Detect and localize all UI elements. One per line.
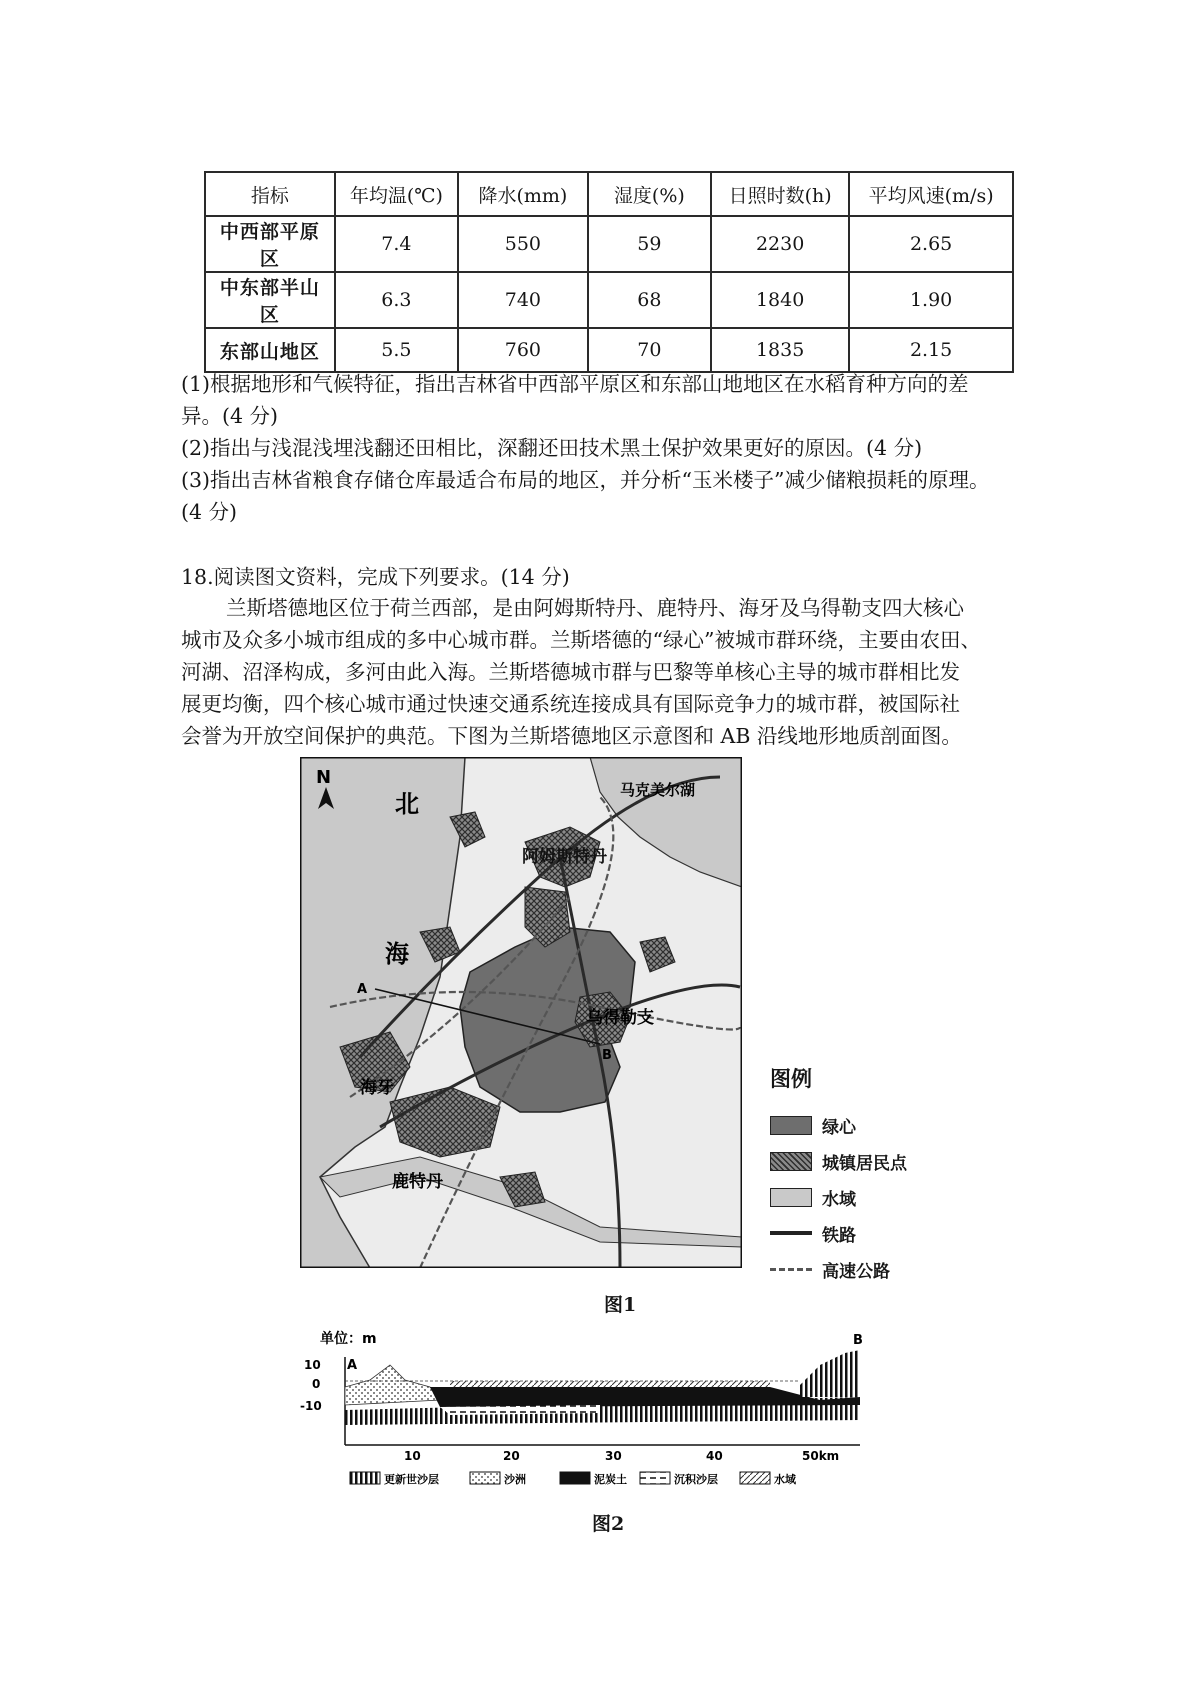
water-swatch-icon	[770, 1188, 812, 1207]
sea-label-sea: 海	[385, 940, 409, 968]
table-cell: 2.15	[849, 328, 1013, 372]
table-header-cell: 日照时数(h)	[711, 172, 849, 216]
question-18-paragraph-line: 河湖、沼泽构成，多河由此入海。兰斯塔德城市群与巴黎等单核心主导的城市群相比发	[181, 660, 960, 684]
figure-2-caption: 图2	[592, 1513, 625, 1535]
table-cell: 59	[588, 216, 711, 272]
water-layer	[450, 1381, 770, 1387]
question-18-paragraph-line: 兰斯塔德地区位于荷兰西部，是由阿姆斯特丹、鹿特丹、海牙及乌得勒支四大核心	[226, 596, 964, 620]
table-cell: 68	[588, 272, 711, 328]
legend-label: 水域	[822, 1189, 856, 1210]
table-cell: 2230	[711, 216, 849, 272]
map-legend	[770, 1063, 950, 1287]
table-row	[205, 328, 1013, 372]
table-header-cell: 降水(mm)	[458, 172, 588, 216]
table-header-cell: 湿度(%)	[588, 172, 711, 216]
table-row	[205, 272, 1013, 328]
question-17-1-line1: (1)根据地形和气候特征，指出吉林省中西部平原区和东部山地地区在水稻育种方向的差	[181, 372, 969, 396]
legend-title: 图例	[770, 1067, 812, 1091]
question-18-heading: 18.阅读图文资料，完成下列要求。(14 分)	[181, 565, 570, 589]
profile-legend-label: 沙洲	[504, 1473, 526, 1486]
railway-line-icon	[770, 1231, 812, 1235]
profile-y-tick: 0	[312, 1377, 321, 1391]
sea-label-north: 北	[395, 790, 419, 818]
legend-label: 高速公路	[822, 1261, 890, 1282]
table-cell: 6.3	[335, 272, 458, 328]
peat-layer	[430, 1387, 860, 1407]
city-label-amsterdam: 阿姆斯特丹	[522, 847, 607, 867]
profile-y-tick: -10	[300, 1399, 322, 1413]
map-point-b: B	[602, 1048, 612, 1063]
table-cell: 740	[458, 272, 588, 328]
ab-geological-profile	[300, 1325, 890, 1495]
lake-label: 马克美尔湖	[620, 781, 696, 799]
table-cell: 中西部平原区	[205, 216, 335, 272]
question-18-paragraph-line: 展更均衡，四个核心城市通过快速交通系统连接成具有国际竞争力的城市群，被国际社	[181, 692, 960, 716]
profile-x-tick: 20	[503, 1449, 520, 1463]
legend-item-green-heart	[770, 1107, 950, 1143]
profile-x-tick: 40	[706, 1449, 723, 1463]
peat-swatch-icon	[560, 1472, 590, 1484]
legend-item-settlement	[770, 1143, 950, 1179]
city-label-rotterdam: 鹿特丹	[392, 1172, 443, 1192]
profile-x-tick: 50km	[802, 1449, 840, 1463]
table-cell: 550	[458, 216, 588, 272]
legend-label: 铁路	[822, 1225, 856, 1246]
north-label: N	[316, 767, 332, 788]
table-cell: 1840	[711, 272, 849, 328]
randstad-map	[300, 757, 742, 1268]
table-header-cell: 平均风速(m/s)	[849, 172, 1013, 216]
profile-point-a: A	[347, 1358, 358, 1373]
table-cell: 70	[588, 328, 711, 372]
profile-legend-label: 沉积沙层	[674, 1473, 718, 1486]
table-cell: 东部山地区	[205, 328, 335, 372]
settlement-swatch-icon	[770, 1152, 812, 1171]
table-header-cell: 指标	[205, 172, 335, 216]
map-point-a: A	[357, 982, 368, 997]
sediment-swatch-icon	[640, 1472, 670, 1484]
legend-label: 绿心	[822, 1117, 856, 1138]
question-17-3-line1: (3)指出吉林省粮食存储仓库最适合布局的地区，并分析“玉米楼子”减少储粮损耗的原理。	[181, 468, 990, 492]
question-17-3-line2: (4 分)	[181, 500, 238, 524]
legend-item-water	[770, 1179, 950, 1215]
profile-unit-label: 单位：m	[320, 1331, 377, 1347]
question-18-paragraph-line: 会誉为开放空间保护的典范。下图为兰斯塔德地区示意图和 AB 沿线地形地质剖面图。	[181, 724, 962, 748]
profile-point-b: B	[853, 1333, 863, 1348]
legend-item-highway	[770, 1251, 950, 1287]
table-cell: 5.5	[335, 328, 458, 372]
table-cell: 2.65	[849, 216, 1013, 272]
sand-bar-swatch-icon	[470, 1472, 500, 1484]
legend-item-railway	[770, 1215, 950, 1251]
climate-table	[204, 171, 1014, 373]
table-header-row	[205, 172, 1013, 216]
city-label-hague: 海牙	[360, 1078, 394, 1098]
profile-y-tick: 10	[304, 1358, 321, 1372]
green-heart-swatch-icon	[770, 1116, 812, 1135]
question-17-2: (2)指出与浅混浅埋浅翻还田相比，深翻还田技术黑土保护效果更好的原因。(4 分)	[181, 436, 923, 460]
table-cell: 1835	[711, 328, 849, 372]
sand-bar	[345, 1365, 440, 1405]
table-cell: 中东部半山区	[205, 272, 335, 328]
profile-legend-label: 更新世沙层	[384, 1473, 439, 1486]
water-swatch-icon	[740, 1472, 770, 1484]
question-18-paragraph-line: 城市及众多小城市组成的多中心城市群。兰斯塔德的“绿心”被城市群环绕，主要由农田、	[181, 628, 981, 652]
profile-legend-label: 泥炭土	[594, 1473, 627, 1486]
table-row	[205, 216, 1013, 272]
figure-1-caption: 图1	[604, 1294, 637, 1316]
pleistocene-swatch-icon	[350, 1472, 380, 1484]
city-label-utrecht: 乌得勒支	[586, 1008, 654, 1028]
table-cell: 1.90	[849, 272, 1013, 328]
profile-x-tick: 10	[404, 1449, 421, 1463]
highway-line-icon	[770, 1268, 812, 1271]
question-17-1-line2: 异。(4 分)	[181, 404, 279, 428]
profile-legend-label: 水域	[774, 1473, 796, 1486]
pleistocene-upland	[800, 1350, 860, 1397]
table-header-cell: 年均温(℃)	[335, 172, 458, 216]
profile-x-tick: 30	[605, 1449, 622, 1463]
table-cell: 760	[458, 328, 588, 372]
legend-label: 城镇居民点	[822, 1153, 907, 1174]
table-cell: 7.4	[335, 216, 458, 272]
